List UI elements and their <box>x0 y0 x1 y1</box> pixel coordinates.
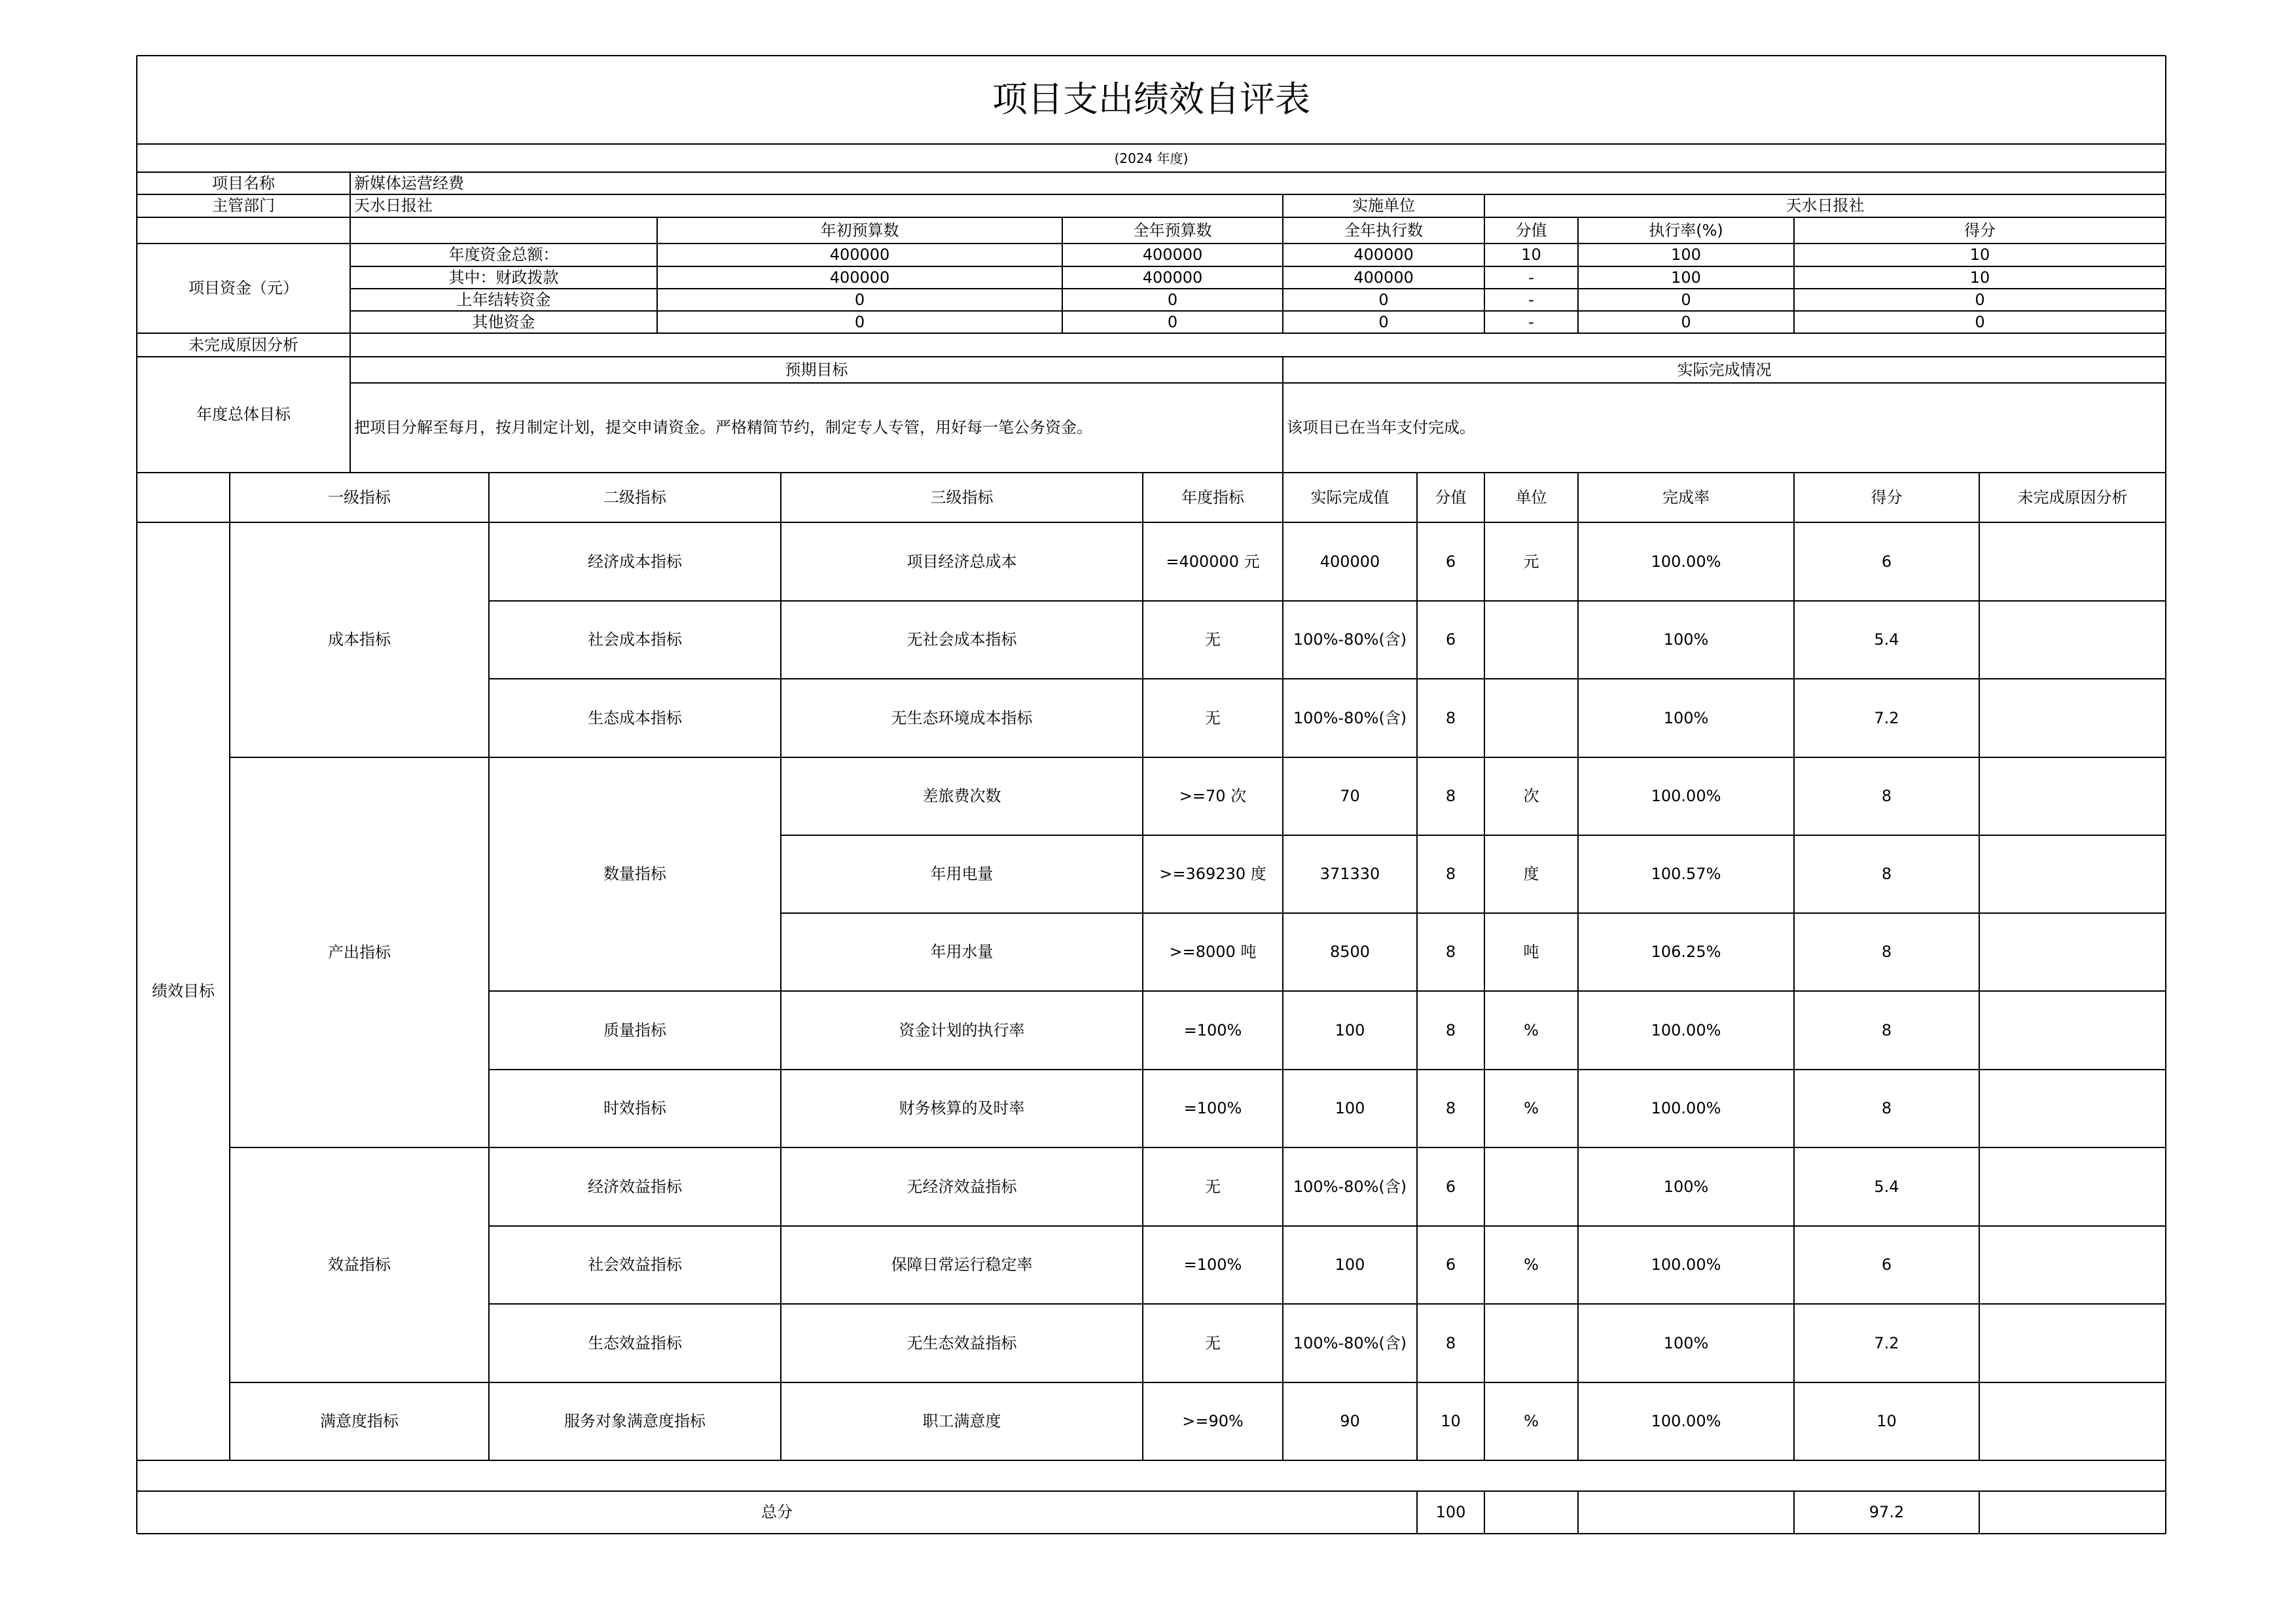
project-name-label: 项目名称 <box>212 173 275 192</box>
indicator-name: 年用水量 <box>930 943 994 962</box>
unfinished-reason-value <box>350 333 2166 357</box>
funds-cell: 10 <box>1521 245 1541 264</box>
grid-line <box>137 194 2166 195</box>
grid-line <box>1577 217 1579 333</box>
level2-indicator: 社会成本指标 <box>588 630 682 649</box>
grid-line <box>137 171 2166 173</box>
performance-header: 得分 <box>1871 488 1903 507</box>
grid-line <box>489 1225 2166 1227</box>
grid-line <box>1793 1491 1795 1534</box>
indicator-reason <box>1979 991 2166 1070</box>
header-blank <box>137 473 230 522</box>
funds-cell: - <box>1528 268 1534 287</box>
funds-header: 年初预算数 <box>820 221 899 240</box>
grid-line <box>489 678 2166 679</box>
grid-line <box>350 172 351 473</box>
indicator-unit: 次 <box>1523 787 1539 806</box>
indicator-target: =100% <box>1183 1255 1242 1274</box>
indicator-reason <box>1979 1304 2166 1382</box>
performance-header: 年度指标 <box>1181 488 1244 507</box>
funds-cell: 100 <box>1671 268 1701 287</box>
grid-line <box>489 1303 2166 1305</box>
annual-goal-label: 年度总体目标 <box>196 405 291 424</box>
indicator-rate: 100% <box>1663 708 1709 727</box>
performance-header: 未完成原因分析 <box>2017 488 2128 507</box>
total-weight: 100 <box>1435 1503 1466 1522</box>
indicator-reason <box>1979 1147 2166 1226</box>
indicator-actual: 100 <box>1335 1255 1365 1274</box>
funds-label: 项目资金（元） <box>188 279 298 298</box>
indicator-weight: 8 <box>1445 943 1456 962</box>
indicator-name: 资金计划的执行率 <box>899 1020 1025 1039</box>
indicator-rate: 100% <box>1663 1177 1709 1196</box>
indicator-weight: 8 <box>1445 1333 1456 1352</box>
indicator-target: >=8000 吨 <box>1169 943 1257 962</box>
indicator-name: 差旅费次数 <box>922 787 1001 806</box>
indicator-rate: 100.00% <box>1651 1020 1721 1039</box>
indicator-rate: 100.00% <box>1651 787 1721 806</box>
grid-line <box>1416 1491 1418 1534</box>
performance-header: 实际完成值 <box>1310 488 1390 507</box>
indicator-actual: 400000 <box>1319 552 1380 571</box>
funds-cell: - <box>1528 312 1534 331</box>
grid-line <box>230 757 2166 758</box>
indicator-weight: 8 <box>1445 865 1456 884</box>
grid-line <box>1282 473 1283 522</box>
indicator-weight: 6 <box>1445 1177 1456 1196</box>
indicator-name: 职工满意度 <box>922 1412 1001 1431</box>
unfinished-reason-label: 未完成原因分析 <box>188 335 298 354</box>
grid-line <box>1484 217 1485 333</box>
indicator-reason <box>1979 601 2166 679</box>
grid-line <box>489 1069 2166 1070</box>
indicator-weight: 8 <box>1445 1020 1456 1039</box>
total-label: 总分 <box>761 1503 793 1522</box>
indicator-reason <box>1979 1070 2166 1147</box>
indicator-actual: 100 <box>1335 1020 1365 1039</box>
grid-line <box>229 473 230 522</box>
funds-cell: 0 <box>1681 290 1691 309</box>
performance-goal-label: 绩效目标 <box>152 982 215 1001</box>
grid-line <box>1577 473 1579 522</box>
indicator-weight: 6 <box>1445 630 1456 649</box>
indicator-target: 无 <box>1205 1177 1221 1196</box>
grid-line <box>350 310 2166 312</box>
funds-header: 全年预算数 <box>1133 221 1212 240</box>
indicator-name: 项目经济总成本 <box>906 552 1017 571</box>
indicator-unit <box>1484 1304 1578 1382</box>
grid-line <box>1484 194 1485 217</box>
grid-line <box>1793 217 1795 333</box>
expected-goal-header: 预期目标 <box>785 360 848 379</box>
indicator-rate: 100% <box>1663 630 1709 649</box>
indicator-rate: 100.00% <box>1651 1099 1721 1118</box>
indicator-target: =100% <box>1183 1099 1242 1118</box>
grid-line <box>137 333 2166 334</box>
indicator-target: 无 <box>1205 630 1221 649</box>
unit-label: 实施单位 <box>1352 196 1415 215</box>
grid-line <box>136 56 137 1534</box>
indicator-name: 年用电量 <box>930 865 994 884</box>
level2-indicator: 经济效益指标 <box>588 1177 682 1196</box>
funds-header: 分值 <box>1515 221 1547 240</box>
performance-header: 一级指标 <box>328 488 391 507</box>
indicator-unit: % <box>1524 1020 1539 1039</box>
funds-row-name: 其中：财政拨款 <box>448 268 559 287</box>
indicator-score: 10 <box>1876 1412 1897 1431</box>
funds-cell: 400000 <box>829 245 890 264</box>
grid-line <box>137 217 2166 218</box>
funds-cell: 10 <box>1969 268 1990 287</box>
total-unit <box>1484 1491 1578 1534</box>
grid-line <box>137 1533 2166 1534</box>
grid-line <box>1979 1491 1980 1534</box>
funds-cell: 0 <box>854 312 865 331</box>
funds-header: 全年执行数 <box>1344 221 1423 240</box>
indicator-target: =400000 元 <box>1166 552 1260 571</box>
funds-cell: 400000 <box>829 268 890 287</box>
indicator-score: 7.2 <box>1874 1333 1899 1352</box>
performance-header: 完成率 <box>1662 488 1710 507</box>
indicator-name: 财务核算的及时率 <box>899 1099 1025 1118</box>
funds-cell: - <box>1528 290 1534 309</box>
grid-line <box>137 143 2166 145</box>
grid-line <box>230 1147 2166 1148</box>
indicator-actual: 371330 <box>1319 865 1380 884</box>
grid-line <box>781 912 2166 914</box>
funds-cell: 100 <box>1671 245 1701 264</box>
indicator-actual: 100%-80%(含) <box>1293 1333 1407 1352</box>
grid-line <box>229 522 230 1460</box>
expected-goal-text: 把项目分解至每月，按月制定计划，提交申请资金。严格精简节约，制定专人专管，用好每一笔公务资金。 <box>354 418 1092 437</box>
indicator-name: 无生态效益指标 <box>906 1333 1017 1352</box>
indicator-reason <box>1979 1226 2166 1304</box>
funds-cell: 0 <box>854 290 865 309</box>
indicator-score: 8 <box>1881 865 1892 884</box>
indicator-score: 8 <box>1881 943 1892 962</box>
indicator-rate: 100.00% <box>1651 1255 1721 1274</box>
grid-line <box>137 522 2166 523</box>
indicator-weight: 6 <box>1445 552 1456 571</box>
level2-indicator: 经济成本指标 <box>588 552 682 571</box>
table-title: 项目支出绩效自评表 <box>992 79 1310 120</box>
funds-cell: 0 <box>1167 290 1178 309</box>
indicator-weight: 8 <box>1445 708 1456 727</box>
funds-row-name: 年度资金总额： <box>448 245 559 264</box>
indicator-rate: 100.00% <box>1651 1412 1721 1431</box>
level2-indicator: 质量指标 <box>603 1020 666 1039</box>
level1-indicator: 成本指标 <box>328 630 391 649</box>
grid-line <box>1282 217 1283 333</box>
indicator-unit <box>1484 1147 1578 1226</box>
indicator-actual: 100%-80%(含) <box>1293 630 1407 649</box>
indicator-weight: 6 <box>1445 1255 1456 1274</box>
grid-line <box>350 288 2166 289</box>
funds-header: 得分 <box>1964 221 1996 240</box>
funds-cell: 0 <box>1681 312 1691 331</box>
level1-indicator: 满意度指标 <box>320 1412 399 1431</box>
indicator-rate: 100.00% <box>1651 552 1721 571</box>
indicator-unit: 元 <box>1523 552 1539 571</box>
unit-name: 天水日报社 <box>1785 196 1865 215</box>
level2-indicator: 社会效益指标 <box>588 1255 682 1274</box>
indicator-rate: 100% <box>1663 1333 1709 1352</box>
performance-header: 三级指标 <box>930 488 994 507</box>
indicator-target: >=70 次 <box>1179 787 1247 806</box>
indicator-weight: 8 <box>1445 1099 1456 1118</box>
funds-cell: 0 <box>1975 312 1985 331</box>
indicator-reason <box>1979 835 2166 913</box>
grid-line <box>489 600 2166 602</box>
indicator-unit: % <box>1524 1412 1539 1431</box>
funds-cell: 400000 <box>1142 268 1203 287</box>
indicator-weight: 10 <box>1441 1412 1461 1431</box>
grid-line <box>137 1490 2166 1492</box>
grid-line <box>1282 194 1283 217</box>
indicator-actual: 70 <box>1340 787 1360 806</box>
indicator-reason <box>1979 913 2166 991</box>
indicator-name: 无社会成本指标 <box>906 630 1017 649</box>
indicator-weight: 8 <box>1445 787 1456 806</box>
indicator-target: 无 <box>1205 708 1221 727</box>
level2-indicator: 时效指标 <box>603 1099 666 1118</box>
indicator-score: 7.2 <box>1874 708 1899 727</box>
funds-cell: 400000 <box>1354 268 1414 287</box>
grid-line <box>1062 217 1063 333</box>
grid-line <box>350 382 2166 384</box>
funds-header: 执行率(%) <box>1649 221 1723 240</box>
indicator-target: 无 <box>1205 1333 1221 1352</box>
total-reason <box>1979 1491 2166 1534</box>
indicator-rate: 106.25% <box>1651 943 1721 962</box>
indicator-name: 保障日常运行稳定率 <box>891 1255 1033 1274</box>
level1-indicator: 效益指标 <box>328 1255 391 1274</box>
indicator-score: 8 <box>1881 1099 1892 1118</box>
level2-indicator: 服务对象满意度指标 <box>564 1412 706 1431</box>
indicator-score: 8 <box>1881 787 1892 806</box>
level2-indicator: 生态成本指标 <box>588 708 682 727</box>
grid-line <box>1979 473 1980 522</box>
funds-row-name: 上年结转资金 <box>456 290 551 309</box>
grid-line <box>350 266 2166 267</box>
level2-indicator: 生态效益指标 <box>588 1333 682 1352</box>
grid-line <box>1577 1491 1579 1534</box>
indicator-reason <box>1979 757 2166 835</box>
performance-header: 分值 <box>1435 488 1467 507</box>
performance-header: 单位 <box>1515 488 1547 507</box>
indicator-actual: 8500 <box>1329 943 1371 962</box>
indicator-reason <box>1979 679 2166 757</box>
dept-name: 天水日报社 <box>354 196 433 215</box>
level1-indicator: 产出指标 <box>328 943 391 962</box>
grid-line <box>1484 473 1485 522</box>
year-label: (2024 年度) <box>1114 150 1189 166</box>
project-name: 新媒体运营经费 <box>354 173 464 192</box>
grid-line <box>137 472 2166 473</box>
indicator-score: 5.4 <box>1874 1177 1899 1196</box>
indicator-score: 6 <box>1881 1255 1892 1274</box>
total-score: 97.2 <box>1869 1503 1905 1522</box>
indicator-score: 8 <box>1881 1020 1892 1039</box>
indicator-unit <box>1484 679 1578 757</box>
grid-line <box>137 243 2166 244</box>
indicator-actual: 100%-80%(含) <box>1293 1177 1407 1196</box>
grid-line <box>2165 56 2166 1534</box>
self-evaluation-table <box>137 56 2166 1534</box>
indicator-unit: % <box>1524 1099 1539 1118</box>
grid-line <box>137 1460 2166 1461</box>
grid-line <box>1484 1491 1485 1534</box>
grid-line <box>656 217 658 333</box>
grid-line <box>1793 473 1795 522</box>
grid-line <box>230 1382 2166 1383</box>
funds-cell: 0 <box>1378 312 1389 331</box>
funds-row-name: 其他资金 <box>472 312 535 331</box>
indicator-unit: 吨 <box>1523 943 1539 962</box>
funds-cell: 0 <box>1975 290 1985 309</box>
indicator-actual: 100%-80%(含) <box>1293 708 1407 727</box>
funds-cell: 400000 <box>1142 245 1203 264</box>
level2-indicator: 数量指标 <box>603 865 666 884</box>
indicator-reason <box>1979 1382 2166 1460</box>
indicator-unit: 度 <box>1523 865 1539 884</box>
grid-line <box>137 55 2166 56</box>
actual-completion-text: 该项目已在当年支付完成。 <box>1287 418 1475 437</box>
indicator-score: 6 <box>1881 552 1892 571</box>
actual-completion-header: 实际完成情况 <box>1677 360 1772 379</box>
indicator-reason <box>1979 522 2166 601</box>
dept-label: 主管部门 <box>212 196 275 215</box>
grid-line <box>781 835 2166 836</box>
indicator-name: 无经济效益指标 <box>906 1177 1017 1196</box>
total-rate <box>1578 1491 1794 1534</box>
indicator-target: >=90% <box>1182 1412 1244 1431</box>
funds-cell: 400000 <box>1354 245 1414 264</box>
funds-cell: 0 <box>1167 312 1178 331</box>
grid-line <box>488 473 490 522</box>
indicator-score: 5.4 <box>1874 630 1899 649</box>
grid-line <box>1416 473 1418 522</box>
indicator-target: =100% <box>1183 1020 1242 1039</box>
funds-cell: 10 <box>1969 245 1990 264</box>
grid-line <box>489 990 2166 992</box>
indicator-actual: 90 <box>1340 1412 1360 1431</box>
indicator-target: >=369230 度 <box>1159 865 1266 884</box>
funds-cell: 0 <box>1378 290 1389 309</box>
indicator-unit: % <box>1524 1255 1539 1274</box>
grid-line <box>780 473 781 522</box>
indicator-unit <box>1484 601 1578 679</box>
grid-line <box>1282 357 1283 473</box>
indicator-rate: 100.57% <box>1651 865 1721 884</box>
indicator-actual: 100 <box>1335 1099 1365 1118</box>
grid-line <box>1142 473 1143 522</box>
indicator-name: 无生态环境成本指标 <box>891 708 1033 727</box>
performance-header: 二级指标 <box>603 488 666 507</box>
grid-line <box>137 356 2166 357</box>
